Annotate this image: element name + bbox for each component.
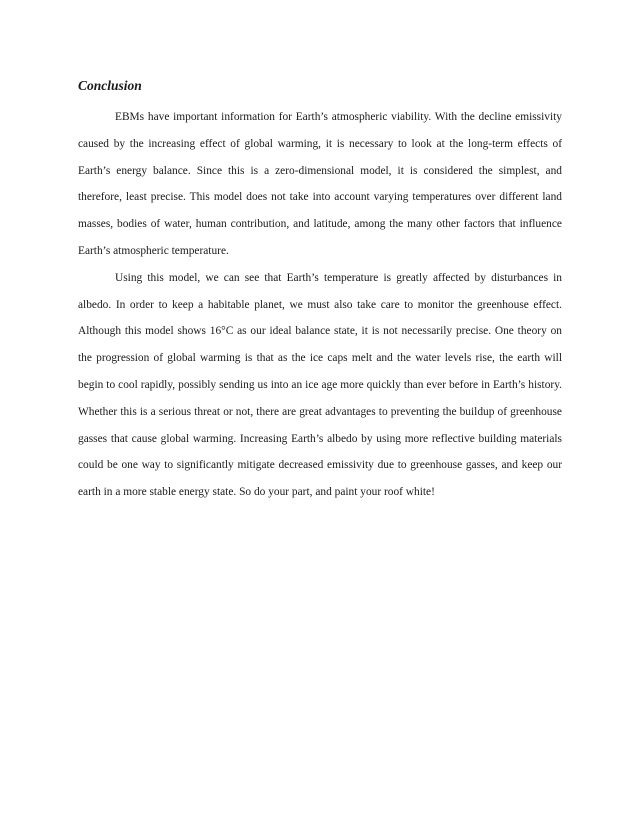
paragraph-1: EBMs have important information for Earth’s atmospheric viability. With the decline emissivity caused by the increasing effect of global warming, it is necessary to look at the long-term effects of Earth’s energy balance. Since this is a zero-dimensional model, it is considered the simplest, and therefore, least precise. This model does not take into account varying temperatures over different land masses, bodies of water, human contribution, and latitude, among the many other factors that influence Earth’s atmospheric temperature. (78, 111, 562, 257)
document-body (78, 76, 562, 506)
section-heading: Conclusion (78, 78, 142, 93)
paragraph-2: Using this model, we can see that Earth’s temperature is greatly affected by disturbances in albedo. In order to keep a habitable planet, we must also take care to monitor the greenhouse effect. Although this model shows 16°C as our ideal balance state, it is not necessarily precise. One theory on the progression of global warming is that as the ice caps melt and the water levels rise, the earth will begin to cool rapidly, possibly sending us into an ice age more quickly than ever before in Earth’s history. Whether this is a serious threat or not, there are great advantages to preventing the buildup of greenhouse gasses that cause global warming. Increasing Earth’s albedo by using more reflective building materials could be one way to significantly mitigate decreased emissivity due to greenhouse gasses, and keep our earth in a more stable energy state. So do your part, and paint your roof white! (78, 271, 562, 499)
